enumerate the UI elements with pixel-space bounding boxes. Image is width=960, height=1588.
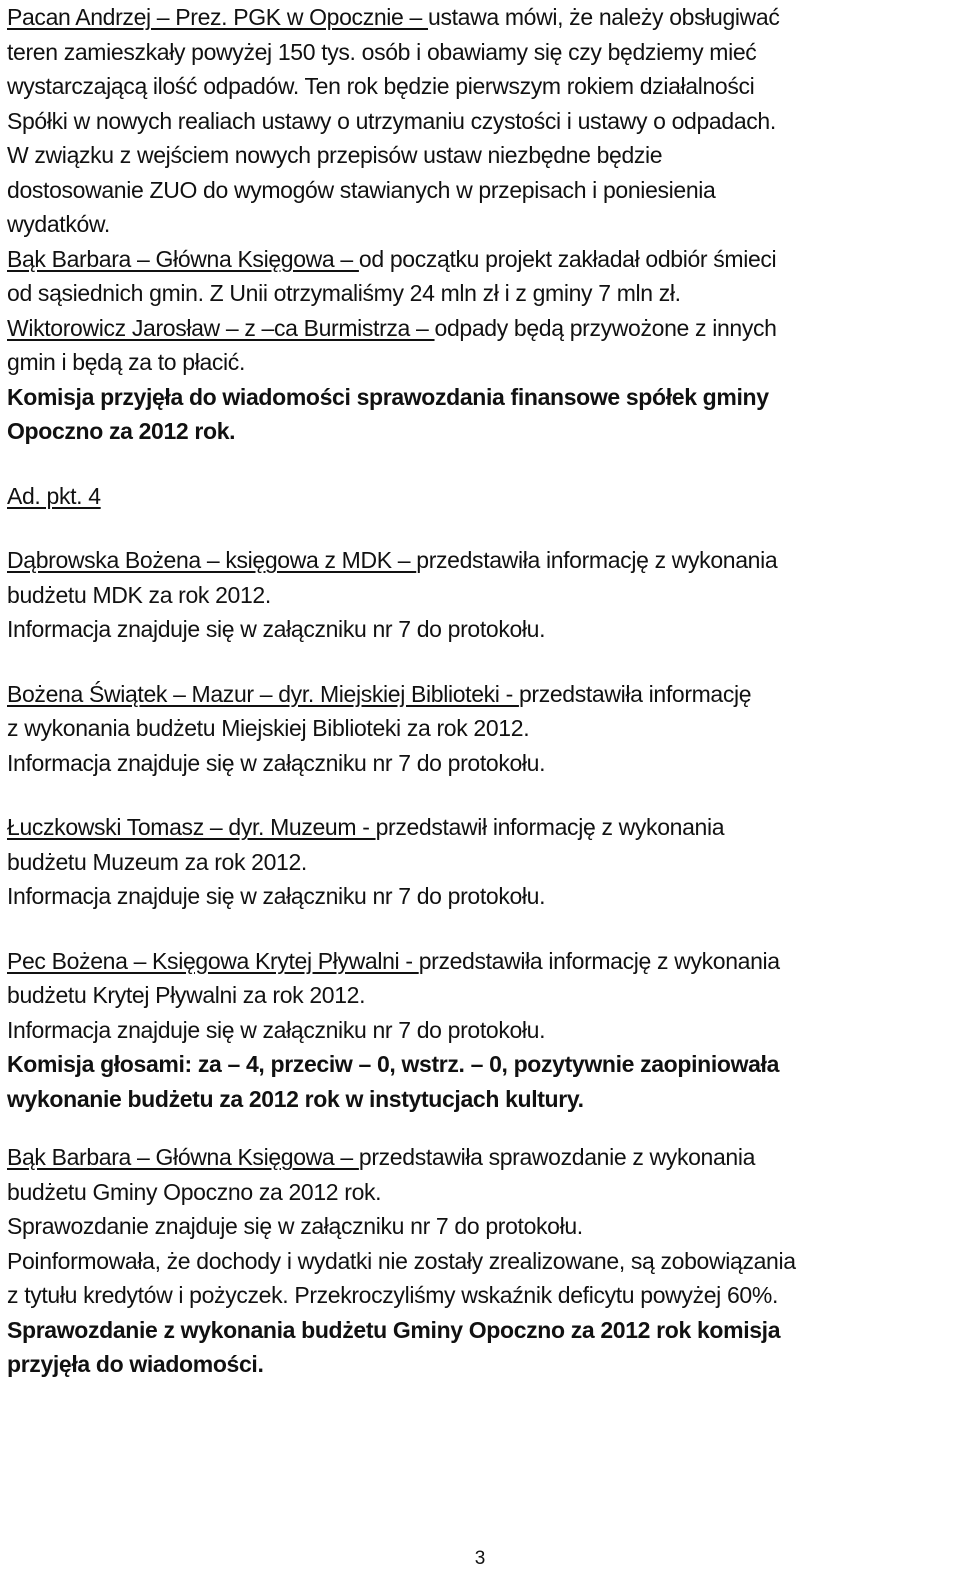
text-line: Sprawozdanie znajduje się w załączniku nr 7 do protokołu. xyxy=(7,1213,583,1239)
speaker-name: Pacan Andrzej – Prez. PGK w Opocznie – xyxy=(7,4,429,30)
statement-text: przedstawiła informację xyxy=(518,680,752,707)
speaker-name: Pec Bożena – Księgowa Krytej Pływalni - xyxy=(7,947,419,974)
resolution-text: wykonanie budżetu za 2012 rok w instytucjach kultury. xyxy=(7,1085,584,1112)
spacer xyxy=(7,513,957,543)
text-line xyxy=(7,543,957,578)
page-number: 3 xyxy=(474,1548,486,1569)
text-line xyxy=(7,810,957,845)
text-line xyxy=(7,0,957,35)
text-line: budżetu Krytej Pływalni za rok 2012. xyxy=(7,982,366,1008)
speaker-name: Bąk Barbara – Główna Księgowa – xyxy=(7,1144,359,1170)
text-line: W związku z wejściem nowych przepisów ustaw niezbędne będzie xyxy=(7,142,663,168)
text-line: Poinformowała, że dochody i wydatki nie zostały zrealizowane, są zobowiązania xyxy=(7,1247,796,1274)
text-line: wystarczającą ilość odpadów. Ten rok będzie pierwszym rokiem działalności xyxy=(7,73,755,99)
text-line: Informacja znajduje się w załączniku nr 7 do protokołu. xyxy=(7,883,546,909)
statement-text: przedstawił informację z wykonania xyxy=(375,814,725,840)
statement-text: przedstawiła informację z wykonania xyxy=(418,947,780,974)
statement-text: od początku projekt zakładał odbiór śmieci xyxy=(358,245,777,272)
document-page xyxy=(7,0,957,1382)
statement-text: ustawa mówi, że należy obsługiwać xyxy=(428,4,780,30)
resolution-text: przyjęła do wiadomości. xyxy=(7,1351,264,1377)
spacer xyxy=(7,449,957,479)
spacer xyxy=(7,1116,957,1140)
statement-text: odpady będą przywożone z innych xyxy=(434,314,777,341)
text-line: budżetu MDK za rok 2012. xyxy=(7,581,271,608)
speaker-name: Łuczkowski Tomasz – dyr. Muzeum - xyxy=(7,814,376,840)
resolution-text: Komisja przyjęła do wiadomości sprawozdania finansowe spółek gminy xyxy=(7,383,769,410)
spacer xyxy=(7,780,957,810)
text-line: teren zamieszkały powyżej 150 tys. osób i obawiamy się czy będziemy mieć xyxy=(7,38,757,65)
text-line: Spółki w nowych realiach ustawy o utrzymaniu czystości i ustawy o odpadach. xyxy=(7,107,776,134)
speaker-name: Bożena Świątek – Mazur – dyr. Miejskiej Biblioteki - xyxy=(7,680,519,707)
text-line xyxy=(7,944,957,979)
resolution-text: Komisja głosami: za – 4, przeciw – 0, wstrz. – 0, pozytywnie zaopiniowała xyxy=(7,1051,780,1077)
text-line: wydatków. xyxy=(7,211,110,237)
text-line: budżetu Gminy Opoczno za 2012 rok. xyxy=(7,1178,382,1205)
text-line: gmin i będą za to płacić. xyxy=(7,349,245,375)
text-line xyxy=(7,677,957,712)
spacer xyxy=(7,647,957,677)
text-line: Informacja znajduje się w załączniku nr 7 do protokołu. xyxy=(7,749,546,776)
speaker-name: Bąk Barbara – Główna Księgowa – xyxy=(7,245,359,272)
speaker-name: Dąbrowska Bożena – księgowa z MDK – xyxy=(7,547,417,573)
spacer xyxy=(7,914,957,944)
text-line xyxy=(7,311,957,346)
text-line: Informacja znajduje się w załączniku nr 7 do protokołu. xyxy=(7,1016,546,1043)
resolution-text: Sprawozdanie z wykonania budżetu Gminy Opoczno za 2012 rok komisja xyxy=(7,1316,781,1343)
statement-text: przedstawiła informację z wykonania xyxy=(416,547,778,573)
text-line xyxy=(7,1140,957,1175)
text-line: budżetu Muzeum za rok 2012. xyxy=(7,848,307,875)
text-line: dostosowanie ZUO do wymogów stawianych w przepisach i poniesienia xyxy=(7,176,716,203)
text-line: z wykonania budżetu Miejskiej Biblioteki za rok 2012. xyxy=(7,715,530,741)
text-line xyxy=(7,242,957,277)
statement-text: przedstawiła sprawozdanie z wykonania xyxy=(358,1144,756,1170)
agenda-item-heading: Ad. pkt. 4 xyxy=(7,482,101,509)
text-line: z tytułu kredytów i pożyczek. Przekroczyliśmy wskaźnik deficytu powyżej 60%. xyxy=(7,1282,778,1308)
resolution-text: Opoczno za 2012 rok. xyxy=(7,418,236,444)
speaker-name: Wiktorowicz Jarosław – z –ca Burmistrza – xyxy=(7,314,435,341)
text-line: Informacja znajduje się w załączniku nr 7 do protokołu. xyxy=(7,616,546,642)
text-line: od sąsiednich gmin. Z Unii otrzymaliśmy 24 mln zł i z gminy 7 mln zł. xyxy=(7,280,681,306)
